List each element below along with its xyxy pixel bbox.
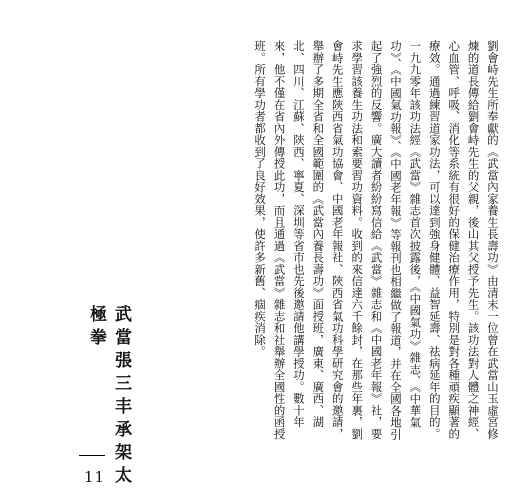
body-text — [102, 40, 502, 450]
divider — [79, 455, 105, 456]
book-title: 武當張三丰承架太極拳 — [86, 305, 131, 489]
paragraph: 劉會峙先生所奉獻的《武當內家養生長壽功》由清末一位曾在武當山玉虛宮修煉的道長傳給劉會峙先生的父親，後山其父授予先生。該功法對人體之神經、心血管、呼吸、消化等系統有很好的保健治療作用，特別是對各種頑疾顯著的療效。通過練習道家功法，可以達到強身健體、益智延壽、祛病延年的目的。一九九零年該功法經《武當》雜志首次披露後，《中國氣功》雜志、《中華氣功》、《中國氣功報》、《中國老年報》等報刊也相繼做了報道，并在全國各地引起了強烈的反響。廣大讀者紛紛寫信給《武當》雜志和《中國老年報》社，要求學習該養生功法和索要習功資料。收到的來信達六千餘封，在那些年裏，劉會峙先生應陝西省氣功協會、中國老年報社、陝西省氣功科學研究會的邀請，舉辦了多期全省和全國範圍的《武當內養長壽功》面授班，廣東、廣西、湖北、四川、江蘇、陝西、寧夏、深圳等省市也先後邀請他講學授功。數十年來，他不僅在省內外傳授此功，而且通過《武當》雜志和社舉辦全國性的函授班。所有學功者都收到了良好效果，使許多新舊、痼疾消除。 — [253, 40, 500, 441]
page-number: 11 — [84, 468, 106, 486]
